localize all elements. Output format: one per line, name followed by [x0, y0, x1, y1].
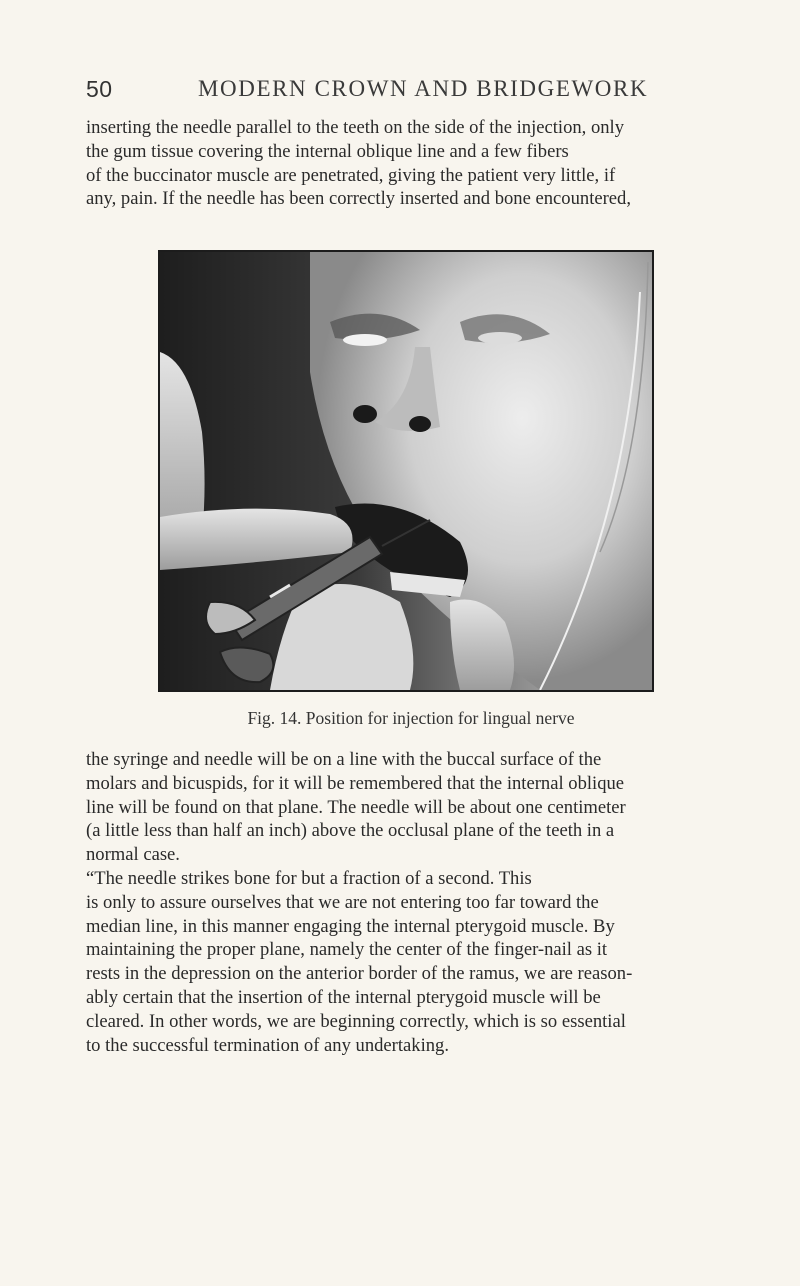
text-line: any, pain. If the needle has been correctly inserted and bone encountered,	[86, 188, 632, 210]
text-line: (a little less than half an inch) above the occlusal plane of the teeth in a	[86, 820, 615, 842]
text-line: to the successful termination of any undertaking.	[86, 1034, 449, 1056]
text-line: is only to assure ourselves that we are not entering too far toward the	[86, 891, 599, 913]
text-line: maintaining the proper plane, namely the center of the finger-nail as it	[86, 939, 608, 961]
figure-photograph	[158, 250, 654, 692]
text-line: line will be found on that plane. The needle will be about one centimeter	[86, 796, 626, 818]
text-line: “The needle strikes bone for but a fraction of a second. This	[86, 867, 532, 889]
figure-caption: Fig. 14. Position for injection for lingual nerve	[247, 708, 575, 728]
paragraph-bottom	[86, 748, 736, 1057]
text-line: normal case.	[86, 844, 180, 866]
running-head	[86, 76, 746, 106]
text-line: of the buccinator muscle are penetrated, giving the patient very little, if	[86, 164, 616, 186]
text-line: rests in the depression on the anterior border of the ramus, we are reason-	[86, 963, 633, 985]
page-number: 50	[86, 76, 113, 102]
text-line: cleared. In other words, we are beginning correctly, which is so essential	[86, 1010, 626, 1032]
text-line: inserting the needle parallel to the teeth on the side of the injection, only	[86, 117, 625, 138]
text-line: molars and bicuspids, for it will be remembered that the internal oblique	[86, 772, 625, 794]
text-line: median line, in this manner engaging the internal pterygoid muscle. By	[86, 915, 615, 937]
text-line: the syringe and needle will be on a line with the buccal surface of the	[86, 749, 602, 770]
paragraph-top	[86, 116, 736, 211]
book-title: MODERN CROWN AND BRIDGEWORK	[198, 76, 649, 101]
photo-illustration	[160, 252, 652, 690]
text-line: the gum tissue covering the internal oblique line and a few fibers	[86, 140, 569, 162]
text-line: ably certain that the insertion of the internal pterygoid muscle will be	[86, 986, 601, 1008]
